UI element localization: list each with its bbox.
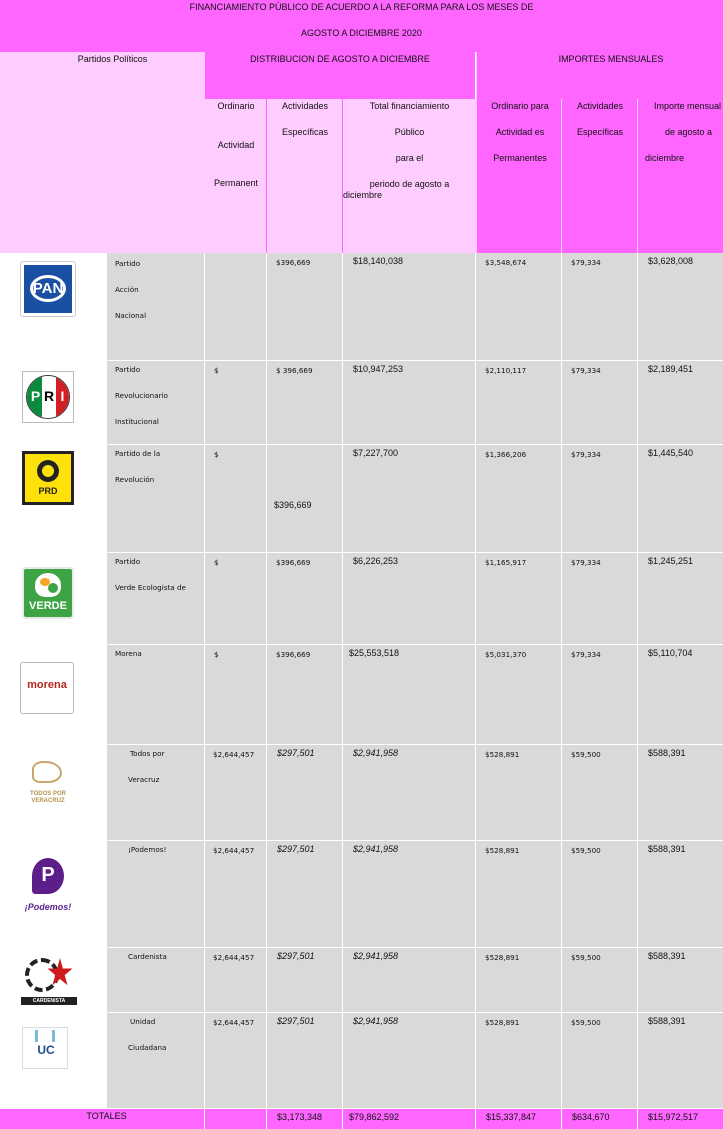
cell-ordinario-mensual [476, 253, 562, 361]
cell-actividades [267, 645, 343, 745]
subheader-ordinario-line-3: Permanent [213, 178, 259, 188]
subheader-total-line-5: diciembre [343, 190, 383, 200]
cell-actividades-mensual [562, 841, 638, 948]
subheader-actividades-line-1: Actividades [281, 101, 329, 111]
subheader-actividades-mensual-line-1: Actividades [576, 101, 624, 111]
cell-actividades-mensual-value: $79,334 [571, 650, 601, 659]
header-distribucion: DISTRIBUCION DE AGOSTO A DICIEMBRE [250, 54, 430, 64]
cell-ordinario-value: $2,644,457 [213, 1018, 255, 1027]
pri-logo-icon [22, 371, 74, 423]
cell-ordinario-value: $2,644,457 [213, 846, 255, 855]
cell-total-value: $10,947,253 [353, 364, 404, 374]
tpv-line-1: TODOS POR [30, 791, 66, 797]
party-name-line: Veracruz [128, 775, 160, 784]
logo-cell-prd [0, 445, 108, 553]
logo-cell-pan [0, 253, 108, 361]
cell-total [343, 745, 476, 841]
cell-ordinario-mensual [476, 553, 562, 645]
cell-total-value: $2,941,958 [353, 951, 399, 961]
cell-ordinario [205, 645, 267, 745]
subheader-total-line-3: para el [395, 153, 424, 163]
cell-actividades-value: $297,501 [277, 844, 315, 854]
cell-ordinario-mensual-value: $1,165,917 [485, 558, 527, 567]
cell-total [343, 445, 476, 553]
subheader-importe-mensual-line-2: de agosto a [665, 127, 713, 137]
party-name-line: Partido [115, 259, 141, 268]
subheader-total-line-4: periodo de agosto a [369, 179, 450, 189]
cell-ordinario-mensual-value: $528,891 [485, 846, 520, 855]
cell-actividades-mensual-value: $79,334 [571, 258, 601, 267]
logo-cell-morena [0, 645, 108, 745]
cell-importe-value: $1,445,540 [648, 448, 694, 458]
subheader-ordinario-mensual-line-1: Ordinario para [491, 101, 549, 111]
party-name-line: Institucional [115, 417, 159, 426]
cell-ordinario-mensual-value: $3,548,674 [485, 258, 527, 267]
cell-actividades [267, 445, 343, 553]
subheader-actividades-line-2: Específicas [281, 127, 329, 137]
logo-cell-unidad-ciudadana [0, 1013, 108, 1109]
cell-actividades [267, 948, 343, 1013]
cell-importe [638, 1013, 723, 1109]
title-line-2: AGOSTO A DICIEMBRE 2020 [301, 28, 422, 38]
verde-logo-text: VERDE [29, 600, 67, 612]
logo-cell-verde [0, 553, 108, 645]
subheader-actividades-mensual-line-2: Específicas [576, 127, 624, 137]
cell-actividades [267, 1013, 343, 1109]
cell-total-value: $18,140,038 [353, 256, 404, 266]
totals-importe-value: $15,972,517 [648, 1112, 699, 1122]
cell-importe-value: $588,391 [648, 748, 686, 758]
pri-letter-r: R [43, 388, 55, 404]
cell-ordinario-value: $2,644,457 [213, 953, 255, 962]
header-importes-cell [476, 52, 723, 99]
party-name-line: Revolucionario [115, 391, 168, 400]
cell-importe [638, 645, 723, 745]
cell-actividades-value: $297,501 [277, 951, 315, 961]
party-name-morena [108, 645, 205, 745]
cell-ordinario [205, 745, 267, 841]
cell-ordinario-mensual-value: $2,110,117 [485, 366, 527, 375]
subheader-ordinario-line-1: Ordinario [217, 101, 255, 111]
cell-actividades-mensual-value: $79,334 [571, 450, 601, 459]
cell-total-value: $2,941,958 [353, 1016, 399, 1026]
cell-total-value: $25,553,518 [349, 648, 400, 658]
cell-importe-value: $3,628,008 [648, 256, 694, 266]
cell-actividades-value: $396,669 [274, 500, 312, 510]
cell-actividades-mensual-value: $59,500 [571, 953, 601, 962]
cell-actividades-mensual [562, 645, 638, 745]
morena-logo-text: morena [27, 679, 67, 691]
totals-label: TOTALES [86, 1111, 127, 1121]
cell-total [343, 253, 476, 361]
cell-actividades-value: $ 396,669 [276, 366, 313, 375]
cell-actividades-mensual [562, 253, 638, 361]
podemos-logo-letter: P [41, 864, 55, 886]
pan-logo-text: PAN [32, 280, 64, 297]
cell-ordinario [205, 361, 267, 445]
party-name-line: Unidad [130, 1017, 156, 1026]
cell-ordinario-mensual [476, 841, 562, 948]
cell-total [343, 645, 476, 745]
cell-actividades-mensual [562, 553, 638, 645]
podemos-logo-text: ¡Podemos! [24, 902, 72, 912]
cell-importe-value: $1,245,251 [648, 556, 694, 566]
subheader-total-line-2: Público [394, 127, 425, 137]
cell-importe [638, 361, 723, 445]
cell-ordinario-value: $ [214, 450, 219, 459]
subheader-importe-mensual [638, 99, 723, 253]
cell-ordinario-mensual [476, 1013, 562, 1109]
party-name-line: Ciudadana [128, 1043, 167, 1052]
subheader-actividades-mensual [562, 99, 638, 253]
party-name-line: Nacional [115, 311, 147, 320]
party-name-line: Partido de la [115, 449, 161, 458]
cell-importe-value: $588,391 [648, 844, 686, 854]
party-name-podemos [108, 841, 205, 948]
totals-ordinario-mensual [476, 1109, 562, 1129]
subheader-total-line-1: Total financiamiento [369, 101, 450, 111]
cell-actividades-mensual [562, 1013, 638, 1109]
cell-ordinario-mensual [476, 948, 562, 1013]
cell-total-value: $2,941,958 [353, 844, 399, 854]
totals-actividades-mensual-value: $634,670 [572, 1112, 610, 1122]
pan-logo-icon [21, 262, 75, 316]
cell-importe-value: $2,189,451 [648, 364, 694, 374]
cell-actividades-mensual-value: $59,500 [571, 1018, 601, 1027]
cell-ordinario-mensual-value: $528,891 [485, 953, 520, 962]
cell-ordinario-mensual [476, 645, 562, 745]
tpv-line-2: VERACRUZ [31, 798, 65, 804]
cell-actividades [267, 253, 343, 361]
totals-total [343, 1109, 476, 1129]
party-name-todos-por-veracruz [108, 745, 205, 841]
cell-total-value: $7,227,700 [353, 448, 399, 458]
party-name-line: Partido [115, 557, 141, 566]
totals-actividades [267, 1109, 343, 1129]
cell-actividades [267, 361, 343, 445]
cell-importe-value: $5,110,704 [648, 648, 693, 658]
cell-actividades [267, 841, 343, 948]
subheader-importe-mensual-line-3: diciembre [645, 153, 685, 163]
totals-ordinario-mensual-value: $15,337,847 [486, 1112, 537, 1122]
cell-total [343, 948, 476, 1013]
cell-ordinario-value: $ [214, 366, 219, 375]
cell-importe [638, 553, 723, 645]
cell-actividades-value: $396,669 [276, 258, 311, 267]
totals-ordinario [205, 1109, 267, 1129]
cell-ordinario-mensual-value: $528,891 [485, 750, 520, 759]
cell-ordinario-value: $ [214, 558, 219, 567]
pri-letter-i: I [60, 388, 65, 404]
todos-por-veracruz-logo-text [22, 791, 74, 805]
logo-cell-todos-por-veracruz [0, 745, 108, 841]
report-title [0, 0, 723, 52]
cell-ordinario-mensual-value: $5,031,370 [485, 650, 527, 659]
cell-ordinario-value: $ [214, 650, 219, 659]
cell-actividades-mensual-value: $79,334 [571, 558, 601, 567]
podemos-logo-icon [20, 858, 76, 916]
cell-importe [638, 745, 723, 841]
subheader-ordinario-line-2: Actividad [217, 140, 255, 150]
cell-importe [638, 253, 723, 361]
cell-ordinario [205, 841, 267, 948]
cell-total [343, 1013, 476, 1109]
party-name-line: Todos por [130, 749, 165, 758]
party-name-line: Partido [115, 365, 141, 374]
cell-importe-value: $588,391 [648, 951, 686, 961]
cell-ordinario-value: $2,644,457 [213, 750, 255, 759]
party-name-line: Acción [115, 285, 139, 294]
party-name-verde [108, 553, 205, 645]
morena-logo-icon [20, 662, 74, 714]
cell-ordinario-mensual [476, 745, 562, 841]
cell-actividades-mensual-value: $59,500 [571, 846, 601, 855]
cell-actividades-value: $297,501 [277, 748, 315, 758]
cell-ordinario-mensual-value: $528,891 [485, 1018, 520, 1027]
subheader-importe-mensual-line-1: Importe mensual [654, 101, 722, 111]
cardenista-logo-icon [21, 954, 77, 1006]
subheader-ordinario-mensual-line-3: Permanentes [493, 153, 547, 163]
cell-actividades [267, 553, 343, 645]
pri-letter-p: P [30, 388, 41, 404]
cell-ordinario-mensual-value: $1,366,206 [485, 450, 527, 459]
cell-actividades-value: $396,669 [276, 650, 311, 659]
cell-total [343, 361, 476, 445]
cell-actividades-mensual [562, 745, 638, 841]
totals-label-cell [0, 1109, 205, 1129]
cell-ordinario-mensual [476, 445, 562, 553]
cell-importe [638, 841, 723, 948]
header-partidos-cell [0, 52, 205, 253]
todos-por-veracruz-logo-icon [22, 759, 74, 811]
totals-total-value: $79,862,592 [349, 1112, 400, 1122]
verde-logo-icon [22, 567, 74, 619]
cell-ordinario-mensual [476, 361, 562, 445]
party-name-pri [108, 361, 205, 445]
subheader-actividades [267, 99, 343, 253]
cell-total-value: $6,226,253 [353, 556, 399, 566]
unidad-ciudadana-logo-icon [22, 1027, 68, 1069]
logo-cell-pri [0, 361, 108, 445]
cell-ordinario [205, 1013, 267, 1109]
cardenista-logo-text: CARDENISTA [21, 997, 77, 1005]
cell-actividades-value: $396,669 [276, 558, 311, 567]
party-name-pan [108, 253, 205, 361]
party-name-line: ¡Podemos! [128, 845, 167, 854]
cell-actividades-mensual [562, 445, 638, 553]
unidad-ciudadana-logo-text: UC [37, 1043, 55, 1057]
cell-actividades [267, 745, 343, 841]
cell-importe [638, 948, 723, 1013]
cell-ordinario [205, 253, 267, 361]
party-name-line: Cardenista [128, 952, 167, 961]
subheader-ordinario-mensual-line-2: Actividad es [495, 127, 545, 137]
title-line-1: FINANCIAMIENTO PÚBLICO DE ACUERDO A LA REFORMA PARA LOS MESES DE [189, 2, 534, 12]
party-name-line: Morena [115, 649, 142, 658]
logo-cell-podemos [0, 841, 108, 948]
header-distribucion-cell [205, 52, 475, 99]
cell-ordinario [205, 445, 267, 553]
prd-logo-icon [22, 451, 74, 505]
subheader-ordinario-mensual [476, 99, 562, 253]
header-importes: IMPORTES MENSUALES [558, 54, 664, 64]
cell-total [343, 841, 476, 948]
cell-actividades-mensual-value: $59,500 [571, 750, 601, 759]
cell-actividades-mensual [562, 948, 638, 1013]
party-name-prd [108, 445, 205, 553]
cell-importe-value: $588,391 [648, 1016, 686, 1026]
cell-actividades-value: $297,501 [277, 1016, 315, 1026]
party-name-unidad-ciudadana [108, 1013, 205, 1109]
party-name-line: Verde Ecologista de [115, 583, 186, 592]
cell-actividades-mensual [562, 361, 638, 445]
cell-ordinario [205, 948, 267, 1013]
party-name-cardenista [108, 948, 205, 1013]
subheader-total [343, 99, 476, 253]
prd-logo-text: PRD [38, 486, 58, 496]
logo-cell-cardenista [0, 948, 108, 1013]
totals-actividades-value: $3,173,348 [277, 1112, 323, 1122]
cell-actividades-mensual-value: $79,334 [571, 366, 601, 375]
subheader-ordinario [205, 99, 267, 253]
cell-ordinario [205, 553, 267, 645]
header-partidos: Partidos Políticos [77, 54, 148, 64]
party-name-line: Revolución [115, 475, 155, 484]
totals-importe [638, 1109, 723, 1129]
totals-actividades-mensual [562, 1109, 638, 1129]
cell-importe [638, 445, 723, 553]
cell-total-value: $2,941,958 [353, 748, 399, 758]
cell-total [343, 553, 476, 645]
